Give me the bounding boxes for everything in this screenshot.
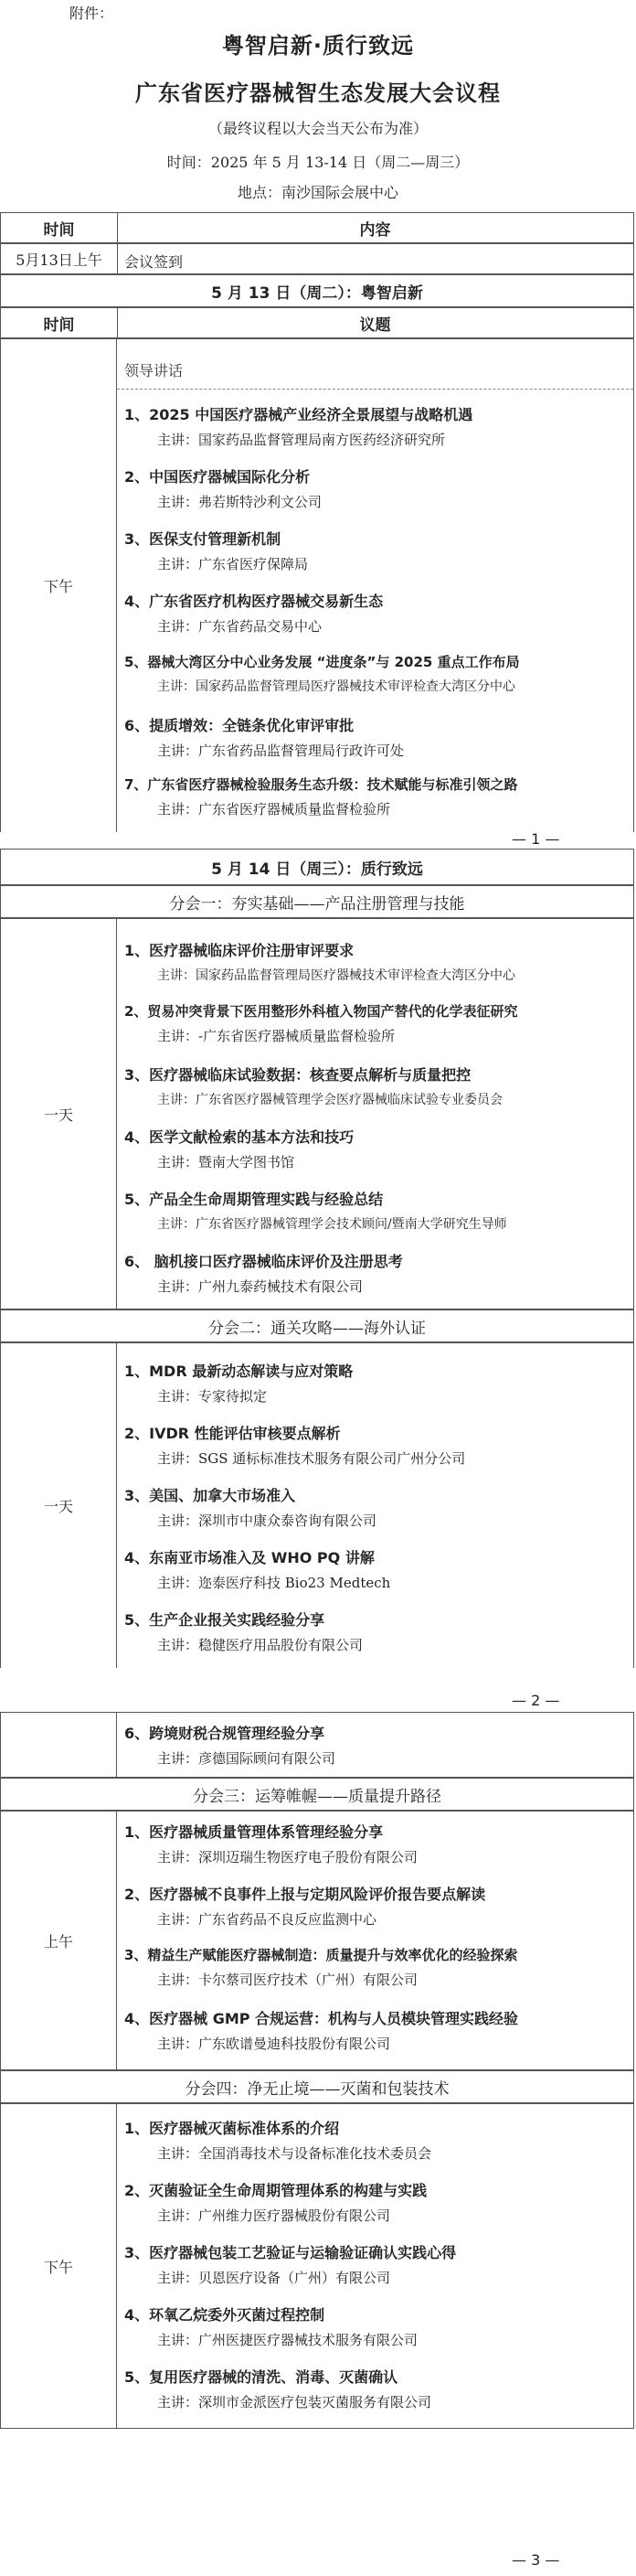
list-item: [124, 465, 630, 511]
item-title: 2、贸易冲突背景下医用整形外科植入物国产替代的化学表征研究: [124, 1003, 518, 1020]
page-number: — 2 —: [512, 1692, 560, 1709]
list-item: [124, 652, 630, 695]
continuation-session: [117, 1713, 633, 1777]
sub3-slot: 上午: [1, 1812, 117, 2069]
day1-header-row: [0, 307, 634, 338]
item-title: 5、复用医疗器械的清洗、消毒、灭菌确认: [124, 2368, 398, 2386]
item-host: 主讲：稳健医疗用品股份有限公司: [157, 1637, 364, 1653]
sub4-session: [117, 2104, 633, 2428]
list-item: [124, 1722, 630, 1768]
list-item: [124, 1126, 630, 1171]
list-item: [124, 1001, 630, 1045]
attachment-label: 附件：: [69, 5, 114, 22]
item-host: 主讲：广东省药品交易中心: [157, 618, 323, 635]
checkin-row: [0, 243, 634, 274]
item-title: 3、精益生产赋能医疗器械制造：质量提升与效率优化的经验探索: [124, 1947, 518, 1963]
list-item: [124, 403, 630, 449]
item-host: 主讲：广东省药品监督管理局行政许可处: [157, 743, 405, 759]
sub1-title: 分会一：夯实基础——产品注册管理与技能: [0, 885, 634, 918]
list-item: [124, 1821, 630, 1866]
item-host: 主讲：贝恩医疗设备（广州）有限公司: [157, 2270, 391, 2286]
item-title: 4、医学文献检索的基本方法和技巧: [124, 1128, 355, 1146]
sub1-body: [0, 918, 634, 1309]
day1-col-topic: 议题: [359, 315, 391, 335]
item-title: 2、IVDR 性能评估审核要点解析: [124, 1425, 341, 1442]
day1-banner: 5 月 13 日（周二）：粤智启新: [0, 274, 634, 307]
item-title: 4、广东省医疗机构医疗器械交易新生态: [124, 593, 384, 610]
item-host: 主讲：深圳市中康众泰咨询有限公司: [157, 1512, 377, 1529]
item-host: 主讲：专家待拟定: [157, 1388, 268, 1405]
item-title: 1、医疗器械临床评价注册审评要求: [124, 942, 355, 959]
item-title: 4、医疗器械 GMP 合规运营：机构与人员模块管理实践经验: [124, 2010, 519, 2027]
item-host: 主讲：国家药品监督管理局医疗器械技术审评检查大湾区分中心: [157, 679, 515, 694]
list-item: [124, 2303, 630, 2349]
list-item: [124, 939, 630, 984]
day1-session: [117, 339, 633, 832]
item-host: 主讲：全国消毒技术与设备标准化技术委员会: [157, 2145, 432, 2162]
event-time: 时间：2025 年 5 月 13-14 日（周二—周三）: [166, 154, 470, 171]
list-item: [124, 1360, 630, 1406]
list-item: [124, 1188, 630, 1233]
item-title: 2、中国医疗器械国际化分析: [124, 468, 311, 486]
sub1-session: [117, 919, 633, 1309]
item-title: 7、广东省医疗器械检验服务生态升级：技术赋能与标准引领之路: [124, 776, 518, 793]
checkin-time: 5月13日上午: [1, 244, 118, 273]
item-host: 主讲：-广东省医疗器械质量监督检验所: [157, 1028, 396, 1044]
leader-speech: 领导讲话: [124, 362, 184, 379]
item-title: 1、2025 中国医疗器械产业经济全景展望与战略机遇: [124, 406, 473, 423]
item-title: 6、 脑机接口医疗器械临床评价及注册思考: [124, 1253, 403, 1270]
sub2-title: 分会二：通关攻略——海外认证: [0, 1309, 634, 1342]
list-item: [124, 1422, 630, 1468]
item-host: 主讲：广东欧谱曼迪科技股份有限公司: [157, 2036, 391, 2052]
list-item: [124, 2117, 630, 2163]
list-item: [124, 1546, 630, 1592]
day2-banner: 5 月 14 日（周三）：质行致远: [0, 849, 634, 885]
item-title: 3、医疗器械临床试验数据：核查要点解析与质量把控: [124, 1066, 472, 1084]
item-host: 主讲：卡尔蔡司医疗技术（广州）有限公司: [157, 1972, 419, 1988]
title-line2: 广东省医疗器械智生态发展大会议程: [135, 80, 501, 106]
item-title: 6、跨境财税合规管理经验分享: [124, 1725, 325, 1742]
sub2-body: [0, 1342, 634, 1668]
item-title: 3、美国、加拿大市场准入: [124, 1487, 296, 1504]
item-host: 主讲：广东省医疗器械管理学会技术顾问/暨南大学研究生导师: [157, 1217, 507, 1232]
table-header-row: [0, 212, 634, 243]
item-host: 主讲：广东省医疗器械质量监督检验所: [157, 801, 391, 818]
item-title: 5、产品全生命周期管理实践与经验总结: [124, 1191, 384, 1208]
item-title: 3、医疗器械包装工艺验证与运输验证确认实践心得: [124, 2244, 457, 2261]
item-title: 3、医保支付管理新机制: [124, 530, 281, 548]
item-host: 主讲：迩泰医疗科技 Bio23 Medtech: [157, 1575, 391, 1591]
list-item: [124, 775, 630, 818]
sub3-session: [117, 1812, 633, 2069]
list-item: [124, 2366, 630, 2411]
item-host: 主讲：SGS 通标标准技术服务有限公司广州分公司: [157, 1450, 466, 1467]
item-title: 4、环氧乙烷委外灭菌过程控制: [124, 2306, 325, 2324]
page-number: — 1 —: [512, 830, 560, 848]
sub3-title: 分会三：运筹帷幄——质量提升路径: [0, 1778, 634, 1811]
checkin-content: 会议签到: [124, 253, 184, 271]
item-host: 主讲：广东省药品不良反应监测中心: [157, 1911, 377, 1928]
list-item: [124, 590, 630, 636]
sub3-body: [0, 1811, 634, 2070]
list-item: [124, 1064, 630, 1108]
item-host: 主讲：广东省医疗器械管理学会医疗器械临床试验专业委员会: [157, 1093, 503, 1107]
sub2-slot: 一天: [1, 1343, 117, 1668]
day1-col-time: 时间: [1, 308, 118, 337]
list-item: [124, 714, 630, 760]
list-item: [124, 1945, 630, 1989]
item-host: 主讲：国家药品监督管理局南方医药经济研究所: [157, 432, 446, 448]
day1-slot: 下午: [1, 339, 117, 832]
list-item: [124, 2007, 630, 2053]
continuation-row: [0, 1712, 634, 1778]
event-venue: 地点：南沙国际会展中心: [237, 184, 398, 201]
item-title: 1、医疗器械质量管理体系管理经验分享: [124, 1823, 384, 1841]
col-content-header: 内容: [359, 220, 391, 240]
day1-body: [0, 338, 634, 832]
item-host: 主讲：弗若斯特沙利文公司: [157, 494, 323, 510]
item-host: 主讲：暨南大学图书馆: [157, 1154, 295, 1170]
item-title: 1、MDR 最新动态解读与应对策略: [124, 1363, 354, 1380]
item-host: 主讲：广东省医疗保障局: [157, 556, 309, 572]
list-item: [124, 528, 630, 573]
list-item: [124, 1250, 630, 1296]
list-item: [124, 2179, 630, 2225]
title-line1: 粤智启新·质行致远: [221, 33, 415, 59]
list-item: [124, 1609, 630, 1654]
divider: [117, 389, 633, 390]
sub1-slot: 一天: [1, 919, 117, 1309]
sub2-session: [117, 1343, 633, 1668]
page-number: — 3 —: [512, 2551, 560, 2569]
item-host: 主讲：深圳迈瑞生物医疗电子股份有限公司: [157, 1849, 419, 1865]
subtitle: （最终议程以大会当天公布为准）: [207, 120, 428, 137]
sub4-title: 分会四：净无止境——灭菌和包装技术: [0, 2070, 634, 2103]
item-title: 2、灭菌验证全生命周期管理体系的构建与实践: [124, 2182, 428, 2199]
item-title: 5、器械大湾区分中心业务发展 “进度条”与 2025 重点工作布局: [124, 654, 520, 670]
item-title: 5、生产企业报关实践经验分享: [124, 1611, 325, 1629]
sub4-slot: 下午: [1, 2104, 117, 2428]
item-host: 主讲：彦德国际顾问有限公司: [157, 1750, 336, 1767]
item-host: 主讲：广州医捷医疗器械技术服务有限公司: [157, 2332, 419, 2348]
list-item: [124, 1484, 630, 1530]
sub4-body: [0, 2103, 634, 2429]
item-title: 2、医疗器械不良事件上报与定期风险评价报告要点解读: [124, 1886, 486, 1903]
item-host: 主讲：国家药品监督管理局医疗器械技术审评检查大湾区分中心: [157, 968, 515, 983]
item-title: 4、东南亚市场准入及 WHO PQ 讲解: [124, 1549, 375, 1566]
item-host: 主讲：深圳市金派医疗包装灭菌服务有限公司: [157, 2394, 432, 2410]
item-title: 6、提质增效：全链条优化审评审批: [124, 717, 355, 734]
list-item: [124, 2241, 630, 2287]
item-host: 主讲：广州维力医疗器械股份有限公司: [157, 2207, 391, 2224]
list-item: [124, 1883, 630, 1929]
col-time-header: 时间: [1, 213, 118, 242]
item-title: 1、医疗器械灭菌标准体系的介绍: [124, 2120, 340, 2137]
continuation-slot: [1, 1713, 117, 1777]
item-host: 主讲：广州九泰药械技术有限公司: [157, 1278, 364, 1295]
